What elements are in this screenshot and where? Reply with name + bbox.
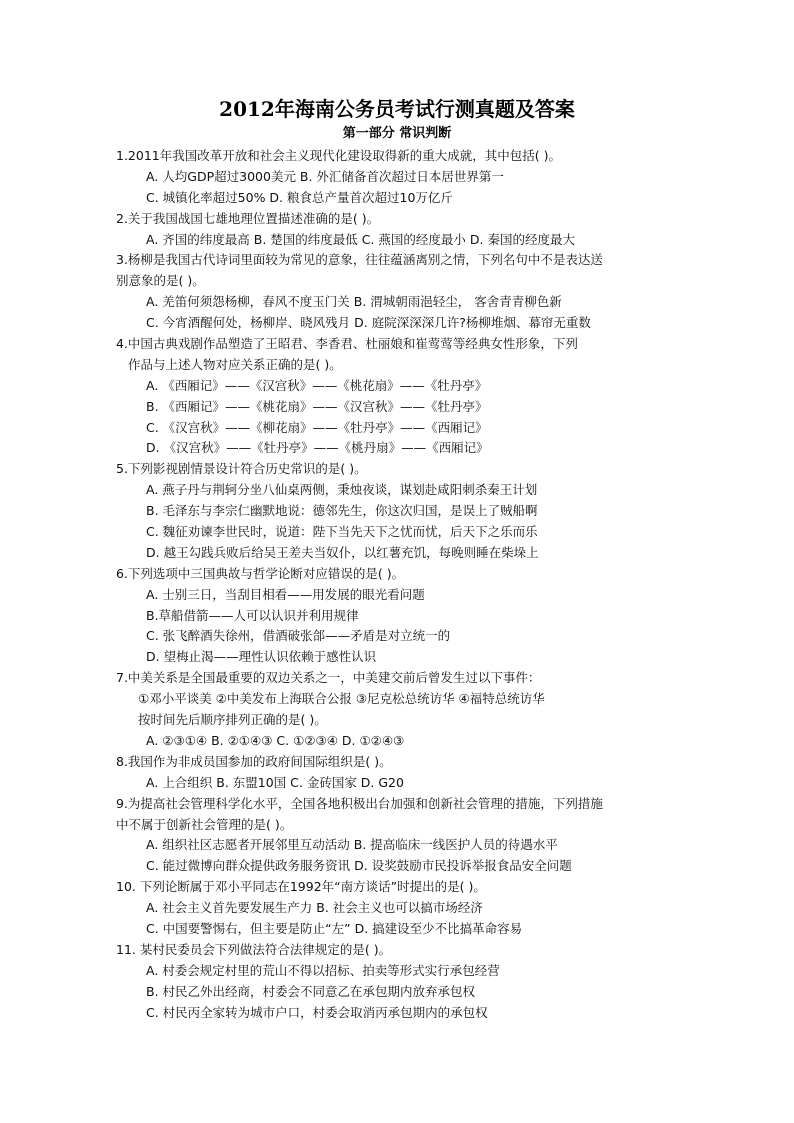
question-6-option-a: A. 士别三日，当刮目相看——用发展的眼光看问题 bbox=[146, 586, 425, 602]
question-11-option-a: A. 村委会规定村里的荒山不得以招标、拍卖等形式实行承包经营 bbox=[146, 962, 500, 978]
question-5-option-b: B. 毛泽东与李宗仁幽默地说：德邻先生，你这次归国，是误上了贼船啊 bbox=[146, 503, 538, 519]
question-5-option-d: D. 越王勾践兵败后给吴王差夫当奴仆，以红薯充饥，每晚则睡在柴垛上 bbox=[146, 544, 539, 560]
section-heading: 第一部分 常识判断 bbox=[342, 126, 452, 141]
question-9-stem-cont: 中不属于创新社会管理的是( )。 bbox=[116, 816, 293, 832]
question-9-options-ab: A. 组织社区志愿者开展邻里互动活动 B. 提高临床一线医护人员的待遇水平 bbox=[146, 837, 558, 853]
question-1-options-ab: A. 人均GDP超过3000美元 B. 外汇储备首次超过日本居世界第一 bbox=[146, 168, 504, 184]
question-11-option-b: B. 村民乙外出经商，村委会不同意乙在承包期内放弃承包权 bbox=[146, 983, 476, 999]
document-title: 2012年海南公务员考试行测真题及答案 bbox=[219, 97, 575, 121]
question-4-option-d: D. 《汉宫秋》——《牡丹亭》——《桃丹扇》——《西厢记》 bbox=[146, 440, 489, 456]
question-3-stem-cont: 别意象的是( )。 bbox=[116, 273, 205, 289]
question-5-option-c: C. 魏征劝谏李世民时，说道：陛下当先天下之忧而忧，后天下之乐而乐 bbox=[146, 524, 538, 540]
question-8-stem: 8.我国作为非成员国参加的政府间国际组织是( )。 bbox=[116, 753, 392, 769]
question-7-events: ①邓小平谈美 ②中美发布上海联合公报 ③尼克松总统访华 ④福特总统访华 bbox=[138, 691, 545, 707]
question-4-option-b: B. 《西厢记》——《桃花扇》——《汉宫秋》——《牡丹亭》 bbox=[146, 398, 488, 414]
question-2-options: A. 齐国的纬度最高 B. 楚国的纬度最低 C. 燕国的经度最小 D. 秦国的经度最大 bbox=[146, 231, 575, 247]
question-4-stem-cont: 作品与上述人物对应关系正确的是( )。 bbox=[128, 356, 342, 372]
question-10-options-ab: A. 社会主义首先要发展生产力 B. 社会主义也可以搞市场经济 bbox=[146, 900, 483, 916]
question-7-stem-cont: 按时间先后顺序排列正确的是( )。 bbox=[138, 712, 327, 728]
question-11-stem: 11. 某村民委员会下列做法符合法律规定的是( )。 bbox=[116, 941, 392, 957]
question-4-option-a: A. 《西厢记》——《汉宫秋》——《桃花扇》——《牡丹亭》 bbox=[146, 377, 488, 393]
question-6-option-d: D. 望梅止渴——理性认识依赖于感性认识 bbox=[146, 649, 377, 665]
question-3-stem: 3.杨柳是我国古代诗词里面较为常见的意象，往往蕴涵离别之情，下列名句中不是表达送 bbox=[116, 252, 603, 268]
question-list bbox=[116, 146, 676, 1023]
question-7-options: A. ②③①④ B. ②①④③ C. ①②③④ D. ①②④③ bbox=[146, 732, 405, 748]
question-10-stem: 10. 下列论断属于邓小平同志在1992年“南方谈话”时提出的是( )。 bbox=[116, 879, 486, 895]
question-9-stem: 9.为提高社会管理科学化水平，全国各地积极出台加强和创新社会管理的措施，下列措施 bbox=[116, 795, 603, 811]
question-11-option-c: C. 村民丙全家转为城市户口，村委会取消丙承包期内的承包权 bbox=[146, 1004, 488, 1020]
question-7-stem: 7.中美关系是全国最重要的双边关系之一，中美建交前后曾发生过以下事件： bbox=[116, 670, 541, 686]
question-1-options-cd: C. 城镇化率超过50% D. 粮食总产量首次超过10万亿斤 bbox=[146, 189, 453, 205]
question-3-options-ab: A. 羌笛何须怨杨柳，春风不度玉门关 B. 渭城朝雨浥轻尘， 客舍青青柳色新 bbox=[146, 294, 562, 310]
question-10-options-cd: C. 中国要警惕右，但主要是防止“左” D. 搞建设至少不比搞革命容易 bbox=[146, 920, 523, 936]
question-8-options: A. 上合组织 B. 东盟10国 C. 金砖国家 D. G20 bbox=[146, 774, 404, 790]
question-4-option-c: C. 《汉宫秋》——《柳花扇》——《牡丹亭》——《西厢记》 bbox=[146, 419, 488, 435]
question-2-stem: 2.关于我国战国七雄地理位置描述准确的是( )。 bbox=[116, 210, 380, 226]
question-5-stem: 5.下列影视剧情景设计符合历史常识的是( )。 bbox=[116, 461, 367, 477]
question-1-stem: 1.2011年我国改革开放和社会主义现代化建设取得新的重大成就，其中包括( )。 bbox=[116, 148, 561, 163]
question-6-option-b: B.草船借箭——人可以认识并利用规律 bbox=[146, 607, 359, 623]
question-5-option-a: A. 燕子丹与荆轲分坐八仙桌两侧，秉烛夜谈，谋划赴咸阳刺杀秦王计划 bbox=[146, 482, 538, 498]
question-9-options-cd: C. 能过微博向群众提供政务服务资讯 D. 设奖鼓励市民投诉举报食品安全问题 bbox=[146, 858, 572, 874]
question-3-options-cd: C. 今宵酒醒何处，杨柳岸、晓风残月 D. 庭院深深深几许?杨柳堆烟、幕帘无重数 bbox=[146, 315, 591, 331]
question-6-option-c: C. 张飞醉酒失徐州，借酒破张郃——矛盾是对立统一的 bbox=[146, 628, 451, 644]
question-4-stem: 4.中国古典戏剧作品塑造了王昭君、李香君、杜丽娘和崔莺莺等经典女性形象，下列 bbox=[116, 336, 578, 352]
question-6-stem: 6.下列选项中三国典故与哲学论断对应错误的是( )。 bbox=[116, 565, 405, 581]
